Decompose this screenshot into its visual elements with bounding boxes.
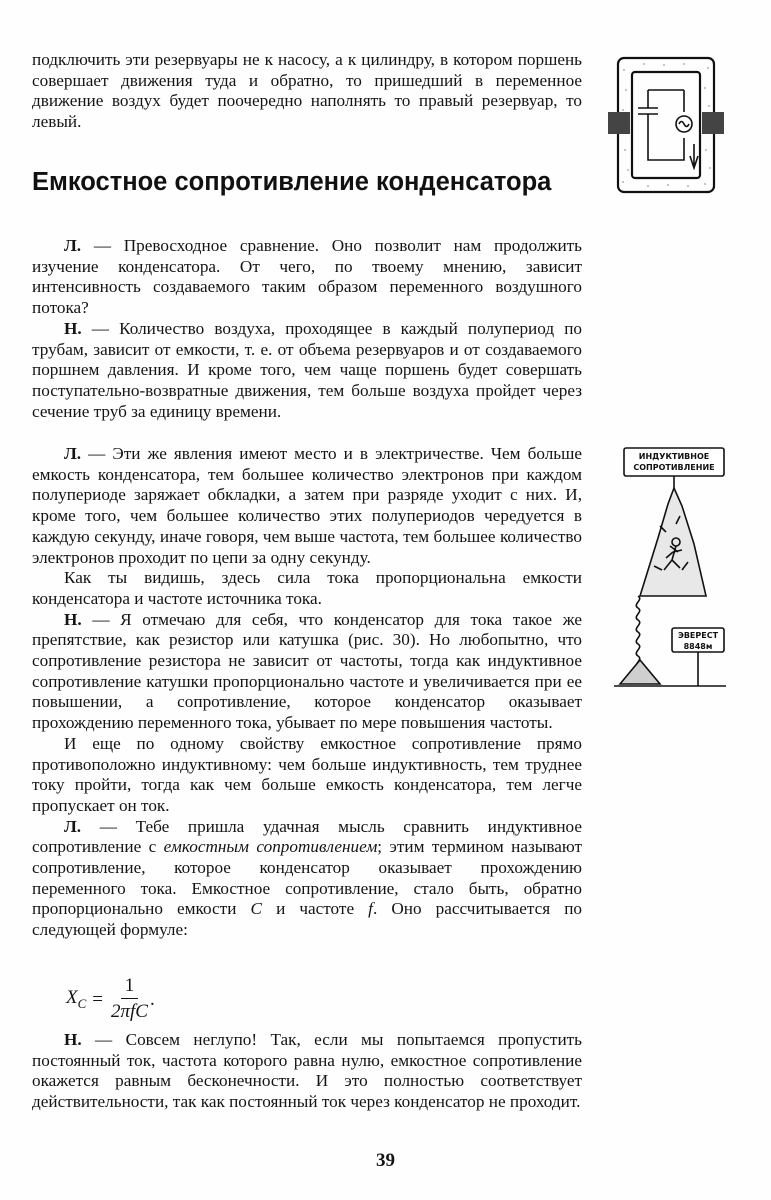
paragraph-n-3 xyxy=(32,1030,582,1113)
paragraph-text: и частоте xyxy=(261,899,369,919)
speaker-label: Н. xyxy=(64,609,82,629)
formula-numerator: 1 xyxy=(121,976,139,999)
section-heading-block xyxy=(32,168,582,197)
paragraph-l-3 xyxy=(32,817,582,941)
formula-lhs xyxy=(66,987,86,1012)
intro-block xyxy=(32,50,582,133)
paragraph-text: — Я отмечаю для себя, что конденсатор для тока такое же препятствие, как резистор или катушка (рис. 30). Но любопытно, что сопротивление резистора не зависит от частоты, тогда как индуктивное сопротивление катушки пропорционально частоте и увеличивается при ее повышении, а сопротивление, которое конденсатор оказывает прохождению переменного тока, убывает по мере повышения частоты. xyxy=(32,609,582,733)
paragraph-text: ; этим термином называют сопротивление, которое конденсатор оказывает прохождению переменного тока. Емкостное сопротивление, стало быть, обратно пропорционально емкости xyxy=(32,837,582,919)
formula-fraction xyxy=(111,976,148,1023)
formula-subscript: C xyxy=(77,995,87,1011)
var-f: f xyxy=(368,899,373,919)
formula-x: X xyxy=(66,987,78,1009)
dialogue-block-2 xyxy=(32,444,582,941)
paragraph-property: И еще по одному свойству емкостное сопротивление прямо противоположно индуктивному: чем больше индуктивность, тем труднее току пройти, тогда как чем больше емкость конденсатора, тем легче пропускает он ток. xyxy=(32,733,582,815)
sign2-line2-text: 8848м xyxy=(683,642,713,651)
capacitive-reactance-formula xyxy=(66,976,155,1023)
paragraph-l-2 xyxy=(32,444,582,568)
speaker-label: Л. xyxy=(64,236,82,255)
dialogue-block-1 xyxy=(32,236,582,422)
paragraph-n-1 xyxy=(32,319,582,423)
speaker-label: Н. xyxy=(64,1030,82,1049)
formula-period: . xyxy=(149,988,155,1010)
mountain-climber-drawing xyxy=(610,446,732,692)
paragraph-text: — Эти же явления имеют место и в электричестве. Чем больше емкость конденсатора, тем большее количество электронов при каждом полупериоде заряжает обкладки, а затем при разряде уходит с них. И, кроме того, чем большее количество этих полупериодов чередуется в каждую секунду, иначе говоря, чем выше частота, тем большее количество электронов проходит по цепи за одну секунду. xyxy=(32,444,582,567)
paragraph-text: . Оно рассчитывается по следующей формуле: xyxy=(32,899,582,940)
formula-equals: = xyxy=(92,988,103,1010)
capacitor-analogy-drawing xyxy=(604,50,728,200)
sign2-line1-text: ЭВЕРЕСТ xyxy=(677,631,719,640)
speaker-label: Н. xyxy=(64,318,82,338)
paragraph-text: — Тебе пришла удачная мысль сравнить индуктивное сопротивление с xyxy=(32,816,582,857)
sign1-line1-text: ИНДУКТИВНОЕ xyxy=(638,452,710,461)
speaker-label: Л. xyxy=(64,816,82,836)
term-emphasis: емкостным сопротивлением xyxy=(163,837,378,857)
paragraph-text: — Количество воздуха, проходящее в каждый полупериод по трубам, зависит от емкости, т. е. от объема резервуаров и от создаваемого поршнем давления. И кроме того, чем чаще поршень будет совершать поступательно-возвратные движения, тем больше воздуха пройдет через сечение труб за единицу времени. xyxy=(32,318,582,421)
paragraph-conclusion: Как ты видишь, здесь сила тока пропорциональна емкости конденсатора и частоте источника тока. xyxy=(32,568,582,608)
dialogue-block-3 xyxy=(32,1030,582,1113)
formula-denominator: 2πfC xyxy=(111,1001,148,1022)
page-number: 39 xyxy=(376,1150,395,1171)
paragraph-n-2 xyxy=(32,610,582,734)
intro-paragraph: подключить эти резервуары не к насосу, а к цилиндру, в котором поршень совершает движения туда и обратно, то пришедший в переменное движение воздух будет поочередно наполнять то правый резервуар, то левый. xyxy=(32,50,582,132)
speaker-label: Л. xyxy=(64,444,82,463)
var-c: C xyxy=(250,899,262,919)
paragraph-text: — Совсем неглупо! Так, если мы попытаемся пропустить постоянный ток, частота которого равна нулю, емкостное сопротивление окажется равным бесконечности. И это полностью соответствует действительности, так как постоянный ток через конденсатор не проходит. xyxy=(32,1030,582,1112)
paragraph-text: — Превосходное сравнение. Оно позволит нам продолжить изучение конденсатора. От чего, по твоему мнению, зависит интенсивность создаваемого таким образом переменного воздушного потока? xyxy=(32,236,582,318)
paragraph-l-1 xyxy=(32,236,582,319)
sign1-line2-text: СОПРОТИВЛЕНИЕ xyxy=(633,463,715,472)
section-title: Емкостное сопротивление конденсатора xyxy=(32,168,552,196)
